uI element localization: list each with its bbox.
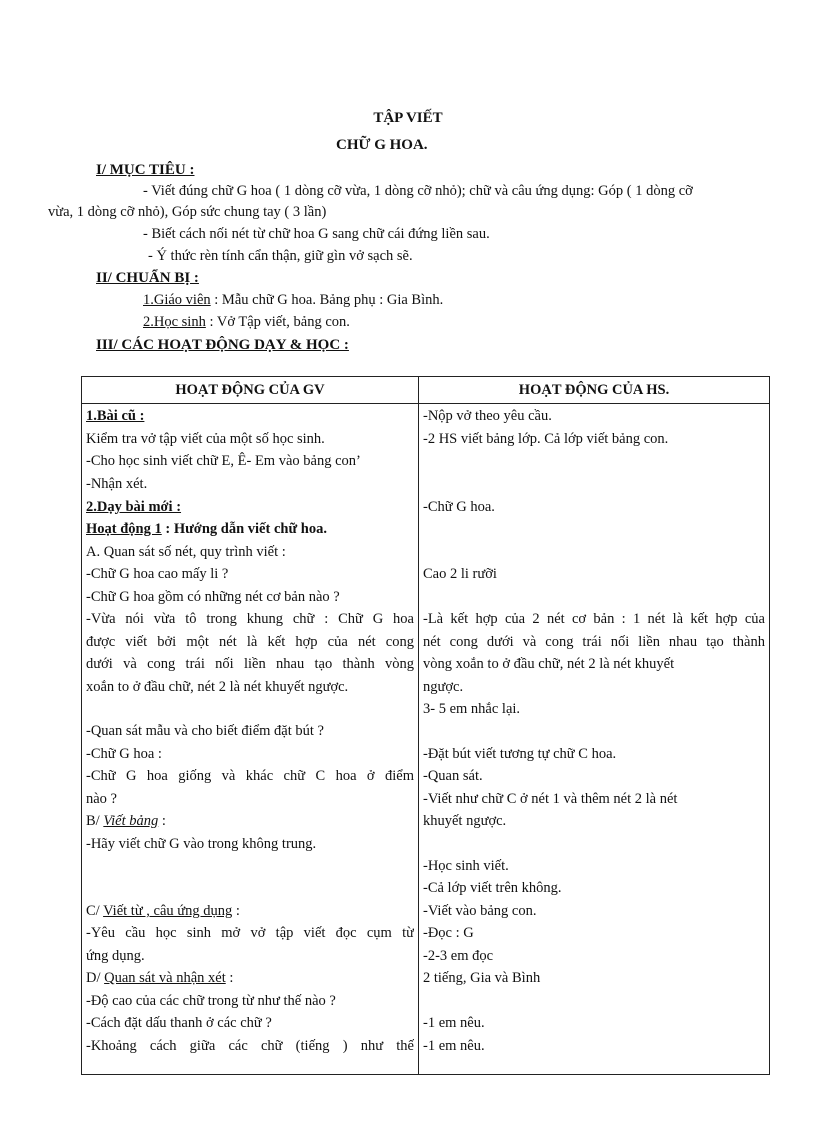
hs-line: -2-3 em đọc — [423, 948, 494, 964]
hs-line: khuyết ngược. — [423, 813, 507, 829]
gv-line: Kiểm tra vở tập viết của một số học sinh. — [86, 431, 325, 447]
prep-teacher — [143, 291, 443, 309]
gv-suffix: : — [225, 970, 234, 986]
gv-line: -Hãy viết chữ G vào trong không trung. — [86, 836, 317, 852]
gv-line: -Độ cao của các chữ trong từ như thế nào ? — [86, 993, 336, 1009]
activities-table — [81, 376, 770, 1075]
gv-line — [86, 520, 414, 538]
gv-activity-title: : Hướng dẫn viết chữ hoa. — [161, 521, 327, 537]
hs-line: -Đặt bút viết tương tự chữ C hoa. — [423, 746, 617, 762]
hs-line: 3- 5 em nhắc lại. — [423, 701, 521, 717]
hs-line: -Cả lớp viết trên không. — [423, 880, 562, 896]
hs-line: ngược. — [423, 679, 464, 695]
gv-line: dưới và cong trái nối liền nhau tạo thành vòng — [86, 656, 414, 672]
gv-subheading: Viết bảng — [103, 813, 159, 829]
gv-prefix: D/ — [86, 970, 105, 986]
gv-line: -Chữ G hoa : — [86, 746, 162, 762]
gv-suffix: : — [232, 903, 240, 919]
gv-line: nào ? — [86, 791, 117, 807]
header-teacher-activity: HOẠT ĐỘNG CỦA GV — [82, 377, 419, 404]
gv-line: -Nhận xét. — [86, 476, 148, 492]
gv-line — [86, 969, 414, 987]
gv-line: -Vừa nói vừa tô trong khung chữ : Chữ G hoa — [86, 611, 414, 627]
gv-line: 2.Dạy bài mới : — [86, 499, 182, 515]
hs-line: nét cong dưới và cong trái nối liền nhau tạo thành — [423, 634, 765, 650]
gv-subheading: Viết từ , câu ứng dụng — [103, 903, 233, 919]
hs-line: -Là kết hợp của 2 nét cơ bản : 1 nét là kết hợp của — [423, 611, 765, 627]
hs-line: -Học sinh viết. — [423, 858, 509, 874]
gv-prefix: C/ — [86, 903, 104, 919]
objective-line-4: - Ý thức rèn tính cẩn thận, giữ gìn vở sạch sẽ. — [148, 248, 413, 264]
table-header-row — [82, 377, 770, 404]
objective-line-2: vừa, 1 dòng cỡ nhỏ), Góp sức chung tay ( 3 lần) — [48, 204, 327, 220]
gv-line: A. Quan sát số nét, quy trình viết : — [86, 544, 286, 560]
gv-line — [86, 902, 414, 920]
hs-line: -1 em nêu. — [423, 1038, 485, 1054]
hs-line: -Viết vào bảng con. — [423, 903, 537, 919]
gv-line: -Quan sát mẫu và cho biết điểm đặt bút ? — [86, 723, 324, 739]
gv-line — [86, 812, 414, 830]
hs-line: -Viết như chữ C ở nét 1 và thêm nét 2 là nét — [423, 791, 678, 807]
hs-line: -Quan sát. — [423, 768, 483, 784]
student-column — [419, 404, 770, 1075]
hs-line: -Đọc : G — [423, 925, 474, 941]
hs-line: vòng xoắn to ở đầu chữ, nét 2 là nét khuyết — [423, 656, 675, 672]
gv-activity-label: Hoạt động 1 — [86, 521, 162, 537]
prep-teacher-text: : Mẫu chữ G hoa. Bảng phụ : Gia Bình. — [210, 292, 444, 308]
teacher-column — [82, 404, 419, 1075]
gv-suffix: : — [158, 813, 166, 829]
gv-line: -Chữ G hoa cao mấy li ? — [86, 566, 229, 582]
objective-line-3: - Biết cách nối nét từ chữ hoa G sang chữ cái đứng liền sau. — [143, 226, 490, 242]
table-body-row — [82, 404, 770, 1075]
hs-line: Cao 2 li rưỡi — [423, 566, 497, 582]
gv-line: 1.Bài cũ : — [86, 408, 145, 424]
gv-line: -Cách đặt dấu thanh ở các chữ ? — [86, 1015, 272, 1031]
hs-line: 2 tiếng, Gia và Bình — [423, 970, 541, 986]
prep-student-text: : Vở Tập viết, bảng con. — [205, 314, 350, 330]
lesson-title: TẬP VIẾT — [373, 110, 443, 126]
section-objectives-heading: I/ MỤC TIÊU : — [96, 162, 195, 178]
gv-line: được viết bởi một nét là kết hợp của nét cong — [86, 634, 414, 650]
gv-line: -Cho học sinh viết chữ E, Ê- Em vào bảng con’ — [86, 453, 361, 469]
prep-teacher-label: 1.Giáo viên — [143, 292, 211, 308]
gv-line: -Yêu cầu học sinh mở vở tập viết đọc cụm từ — [86, 925, 414, 941]
prep-student-label: 2.Học sinh — [143, 314, 206, 330]
gv-line: -Chữ G hoa gồm có những nét cơ bản nào ? — [86, 589, 340, 605]
gv-subheading: Quan sát và nhận xét — [104, 970, 226, 986]
objective-line-1: - Viết đúng chữ G hoa ( 1 dòng cỡ vừa, 1 dòng cỡ nhỏ); chữ và câu ứng dụng: Góp ( 1 dòng cỡ — [143, 183, 693, 199]
gv-line: -Chữ G hoa giống và khác chữ C hoa ở điểm — [86, 768, 414, 784]
hs-line: -Nộp vở theo yêu cầu. — [423, 408, 552, 424]
hs-line: -2 HS viết bảng lớp. Cả lớp viết bảng con. — [423, 431, 669, 447]
gv-line: ứng dụng. — [86, 948, 145, 964]
gv-line: xoắn to ở đầu chữ, nét 2 là nét khuyết ngược. — [86, 679, 349, 695]
gv-prefix: B/ — [86, 813, 104, 829]
header-student-activity: HOẠT ĐỘNG CỦA HS. — [419, 377, 770, 404]
section-preparation-heading: II/ CHUẨN BỊ : — [96, 270, 199, 286]
gv-line: -Khoảng cách giữa các chữ (tiếng ) như thế — [86, 1038, 414, 1054]
hs-line: -1 em nêu. — [423, 1015, 485, 1031]
prep-student — [143, 313, 350, 331]
section-activities-heading: III/ CÁC HOẠT ĐỘNG DẠY & HỌC : — [96, 337, 349, 353]
hs-line: -Chữ G hoa. — [423, 499, 495, 515]
lesson-subtitle: CHỮ G HOA. — [336, 137, 428, 153]
